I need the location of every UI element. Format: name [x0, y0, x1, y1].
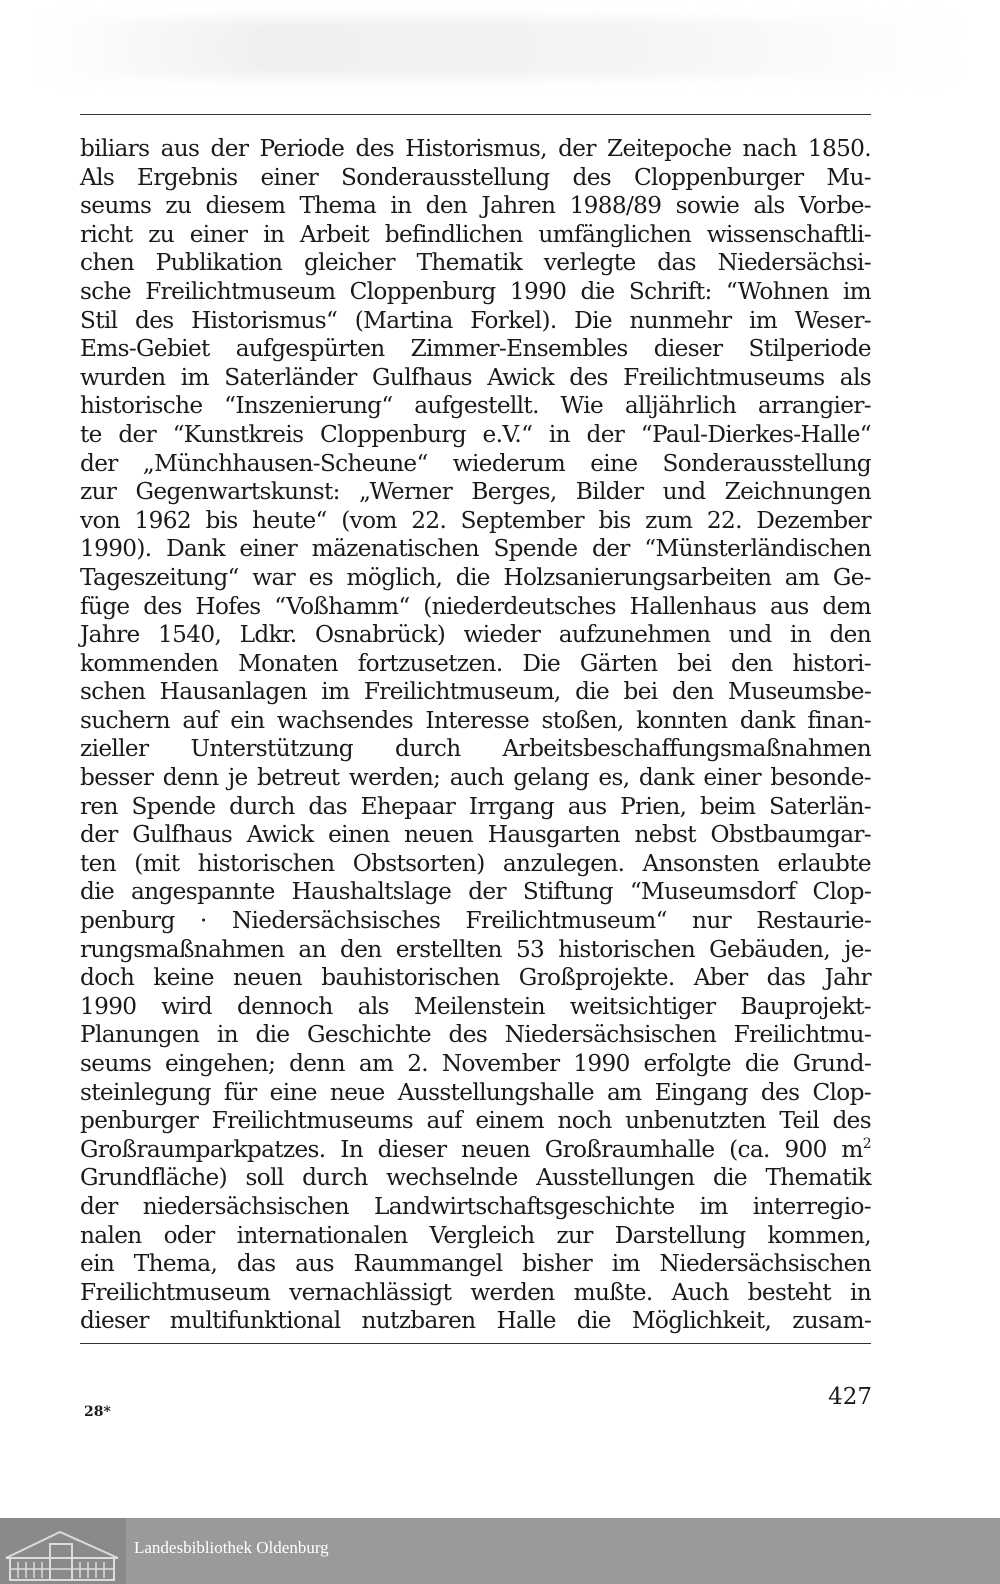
text-line: Stil des Historismus“ (Martina Forkel). Die nunmehr im Weser- [80, 306, 871, 334]
top-rule [80, 114, 871, 115]
text-line: Tageszeitung“ war es möglich, die Holzsanierungsarbeiten am Ge- [80, 563, 871, 591]
text-line: Grundfläche) soll durch wechselnde Ausstellungen die Thematik [80, 1164, 871, 1192]
text-line: Ems-Gebiet aufgespürten Zimmer-Ensembles dieser Stilperiode [80, 335, 871, 363]
text-line: nalen oder internationalen Vergleich zur Darstellung kommen, [80, 1221, 871, 1249]
text-line: ein Thema, das aus Raummangel bisher im Niedersächsischen [80, 1250, 871, 1278]
text-line: 1990 wird dennoch als Meilenstein weitsichtiger Bauprojekt- [80, 992, 871, 1020]
text-line: Planungen in die Geschichte des Niedersächsischen Freilichtmu- [80, 1021, 871, 1049]
text-line: doch keine neuen bauhistorischen Großprojekte. Aber das Jahr [80, 964, 871, 992]
text-line: steinlegung für eine neue Ausstellungshalle am Eingang des Clop- [80, 1078, 871, 1106]
page-number: 427 [828, 1384, 872, 1410]
text-line: kommenden Monaten fortzusetzen. Die Gärten bei den histori- [80, 649, 871, 677]
text-line: penburg · Niedersächsisches Freilichtmuseum“ nur Restaurie- [80, 907, 871, 935]
bleed-through-header [40, 18, 960, 78]
text-line: besser denn je betreut werden; auch gelang es, dank einer besonde- [80, 764, 871, 792]
text-line: der „Münchhausen-Scheune“ wiederum eine Sonderausstellung [80, 449, 871, 477]
text-line-with-superscript [80, 1136, 871, 1165]
library-footer [0, 1518, 1000, 1584]
text-line: richt zu einer in Arbeit befindlichen umfänglichen wissenschaftli- [80, 220, 871, 248]
text-line: wurden im Saterländer Gulfhaus Awick des Freilichtmuseums als [80, 363, 871, 391]
text-line: der Gulfhaus Awick einen neuen Hausgarten nebst Obstbaumgar- [80, 821, 871, 849]
signature-mark: 28* [84, 1404, 111, 1420]
text-line: ren Spende durch das Ehepaar Irrgang aus Prien, beim Saterlän- [80, 792, 871, 820]
text-line: von 1962 bis heute“ (vom 22. September bis zum 22. Dezember [80, 506, 871, 534]
text-line: te der “Kunstkreis Cloppenburg e.V.“ in der “Paul-Dierkes-Halle“ [80, 420, 871, 448]
text-line: Als Ergebnis einer Sonderausstellung des Cloppenburger Mu- [80, 163, 871, 191]
text-line: Freilichtmuseum vernachlässigt werden mußte. Auch besteht in [80, 1278, 871, 1306]
text-line: schen Hausanlagen im Freilichtmuseum, die bei den Museumsbe- [80, 678, 871, 706]
text-span: Großraumparkpatzes. In dieser neuen Großraumhalle (ca. 900 m [80, 1135, 863, 1163]
text-line: der niedersächsischen Landwirtschaftsgeschichte im interregio- [80, 1192, 871, 1220]
text-line: sche Freilichtmuseum Cloppenburg 1990 die Schrift: “Wohnen im [80, 277, 871, 305]
library-building-icon [0, 1518, 126, 1584]
text-line: Jahre 1540, Ldkr. Osnabrück) wieder aufzunehmen und in den [80, 621, 871, 649]
text-line: dieser multifunktional nutzbaren Halle die Möglichkeit, zusam- [80, 1307, 871, 1335]
text-line: füge des Hofes “Voßhamm“ (niederdeutsches Hallenhaus aus dem [80, 592, 871, 620]
text-line: ten (mit historischen Obstsorten) anzulegen. Ansonsten erlaubte [80, 849, 871, 877]
bottom-rule [80, 1343, 871, 1344]
text-line: suchern auf ein wachsendes Interesse stoßen, konnten dank finan- [80, 706, 871, 734]
text-line: die angespannte Haushaltslage der Stiftung “Museumsdorf Clop- [80, 878, 871, 906]
text-line: biliars aus der Periode des Historismus, der Zeitepoche nach 1850. [80, 135, 871, 162]
text-line: zur Gegenwartskunst: „Werner Berges, Bilder und Zeichnungen [80, 478, 871, 506]
text-line: historische “Inszenierung“ aufgestellt. Wie alljährlich arrangier- [80, 392, 871, 420]
text-line: zieller Unterstützung durch Arbeitsbeschaffungsmaßnahmen [80, 735, 871, 763]
body-text [80, 135, 871, 1336]
text-line: seums eingehen; denn am 2. November 1990 erfolgte die Grund- [80, 1050, 871, 1077]
text-line: seums zu diesem Thema in den Jahren 1988/89 sowie als Vorbe- [80, 192, 871, 220]
superscript: 2 [862, 1135, 871, 1152]
text-line: penburger Freilichtmuseums auf einem noch unbenutzten Teil des [80, 1107, 871, 1135]
text-line: chen Publikation gleicher Thematik verlegte das Niedersächsi- [80, 249, 871, 277]
text-line: rungsmaßnahmen an den erstellten 53 historischen Gebäuden, je- [80, 935, 871, 963]
library-name: Landesbibliothek Oldenburg [134, 1538, 329, 1557]
text-line: 1990). Dank einer mäzenatischen Spende der “Münsterländischen [80, 535, 871, 563]
